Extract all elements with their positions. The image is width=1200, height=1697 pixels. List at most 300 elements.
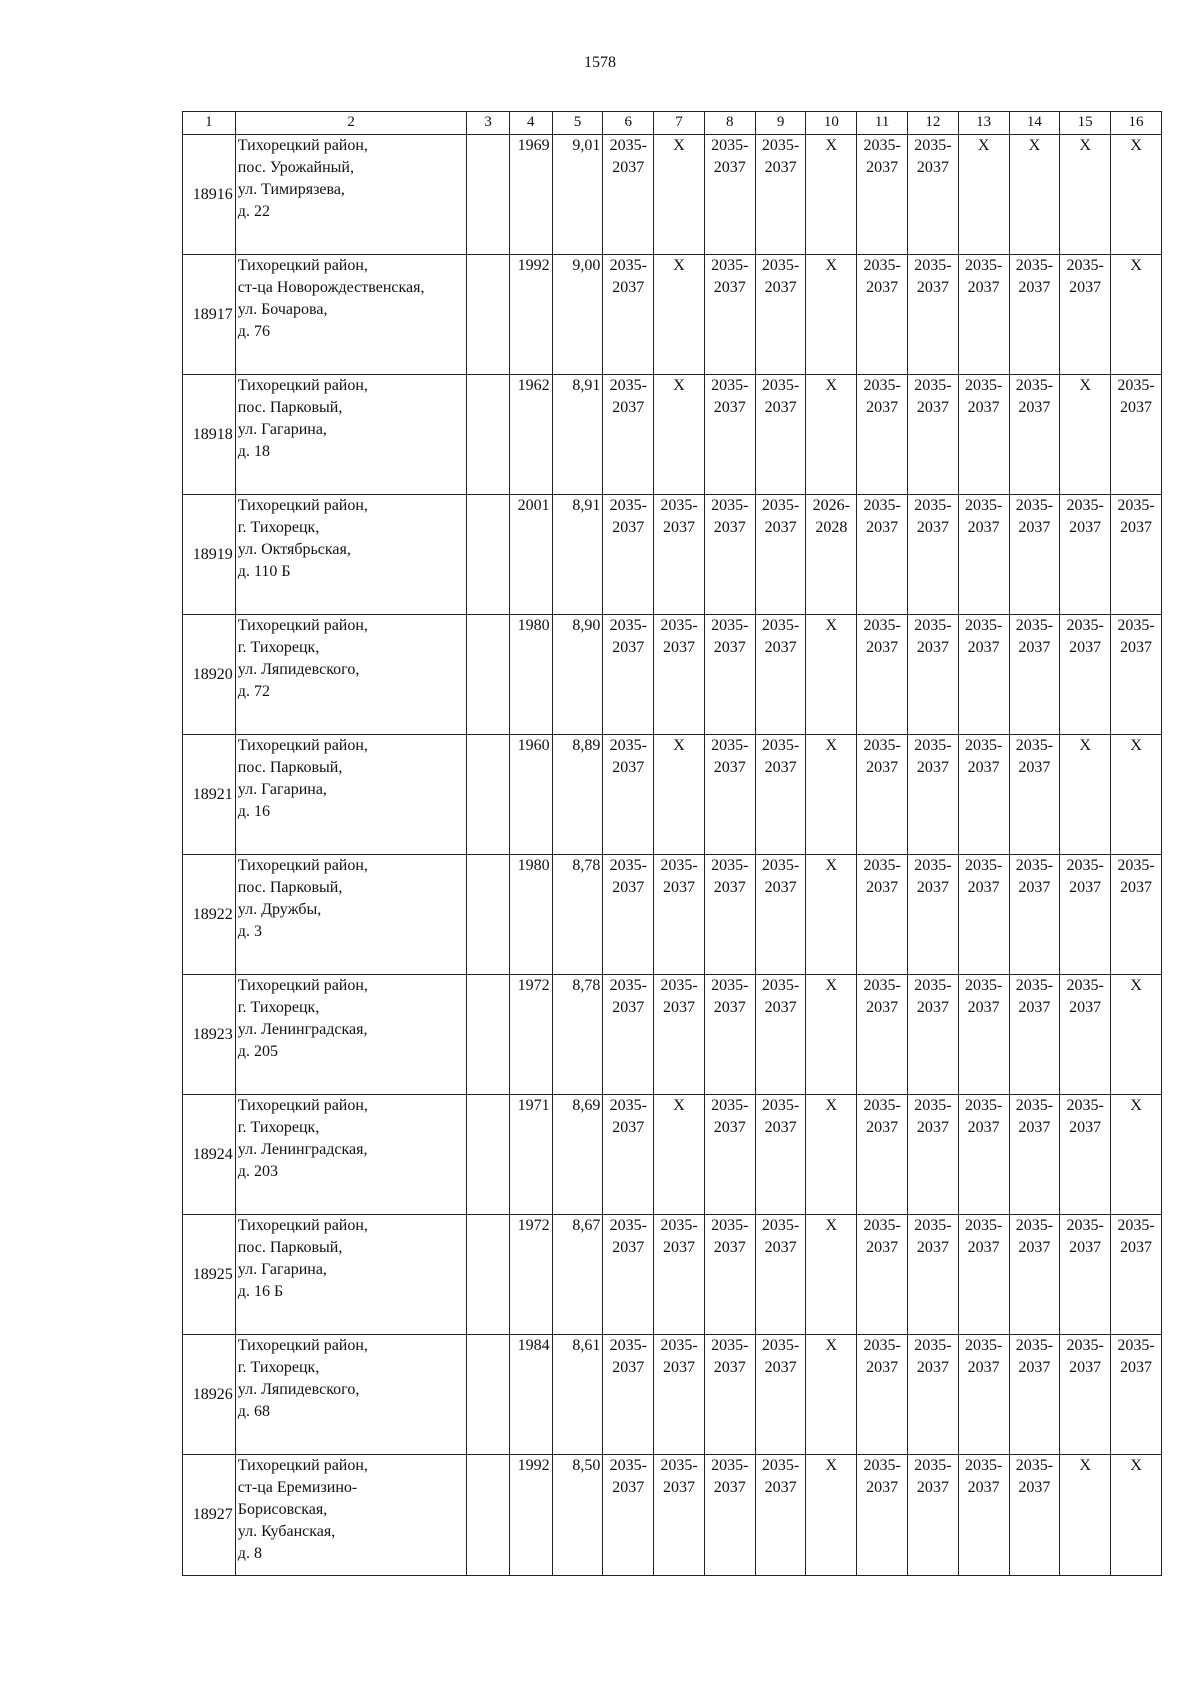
- address-cell: [235, 1095, 467, 1215]
- period-cell-6-line: 2035-: [609, 1097, 647, 1114]
- address-cell: [235, 855, 467, 975]
- period-cell-15-line: 2035-: [1066, 497, 1104, 514]
- value-cell: 8,67: [552, 1215, 603, 1335]
- period-cell-7-line: 2037: [663, 1239, 696, 1256]
- period-cell-11-line: 2037: [866, 519, 899, 536]
- period-cell-8-line: 2037: [713, 639, 746, 656]
- period-cell-11-line: 2037: [866, 1359, 899, 1376]
- address-cell-line: г. Тихорецк,: [237, 999, 320, 1016]
- period-cell-12-line: 2037: [916, 519, 949, 536]
- period-cell-16-line: 2035-: [1117, 617, 1155, 634]
- address-cell-line: д. 8: [237, 1545, 262, 1562]
- address-cell-line: Тихорецкий район,: [237, 1457, 368, 1474]
- period-cell-13-line: 2037: [967, 639, 1000, 656]
- address-cell: [235, 615, 467, 735]
- period-cell-8-line: 2035-: [711, 137, 749, 154]
- period-cell-13: [958, 495, 1009, 615]
- period-cell-15-line: 2035-: [1066, 977, 1104, 994]
- period-cell-8: [704, 375, 755, 495]
- period-cell-8-line: 2035-: [711, 1217, 749, 1234]
- period-cell-13: [958, 735, 1009, 855]
- period-cell-12-line: 2035-: [914, 857, 952, 874]
- period-cell-16: [1111, 855, 1162, 975]
- period-cell-8-line: 2035-: [711, 1097, 749, 1114]
- address-cell-line: г. Тихорецк,: [237, 1119, 320, 1136]
- period-cell-9-line: 2037: [764, 1359, 797, 1376]
- address-cell-line: ул. Дружбы,: [237, 901, 322, 918]
- period-cell-16-line: 2035-: [1117, 1337, 1155, 1354]
- period-cell-7: [654, 495, 705, 615]
- period-cell-12-line: 2035-: [914, 1217, 952, 1234]
- period-cell-9: [755, 615, 806, 735]
- period-cell-14-line: 2035-: [1015, 857, 1054, 874]
- period-cell-13-line: 2037: [967, 519, 1000, 536]
- period-cell-12-line: 2035-: [914, 377, 952, 394]
- period-cell-14: [1009, 1215, 1060, 1335]
- address-cell-line: ул. Бочарова,: [237, 301, 328, 318]
- table-row: [183, 495, 1162, 615]
- period-cell-7-line: 2035-: [660, 1337, 698, 1354]
- period-cell-7-line: Х: [673, 257, 685, 274]
- period-cell-16-line: 2037: [1120, 639, 1153, 656]
- period-cell-13-line: 2037: [967, 1479, 1000, 1496]
- period-cell-12: [907, 735, 958, 855]
- period-cell-8: [704, 975, 755, 1095]
- period-cell-14-line: 2035-: [1015, 737, 1054, 754]
- period-cell-7-line: 2037: [663, 519, 696, 536]
- period-cell-10: [806, 255, 857, 375]
- period-cell-8-line: 2037: [713, 1479, 746, 1496]
- row-number: 18927: [183, 1455, 236, 1576]
- value-cell: 9,00: [552, 255, 603, 375]
- period-cell-11-line: 2037: [866, 759, 899, 776]
- period-cell-15: [1060, 255, 1111, 375]
- period-cell-14: [1009, 1095, 1060, 1215]
- period-cell-16-line: 2035-: [1117, 377, 1155, 394]
- period-cell-11: [857, 855, 908, 975]
- period-cell-13: [958, 1335, 1009, 1455]
- period-cell-10: [806, 855, 857, 975]
- period-cell-8-line: 2037: [713, 519, 746, 536]
- period-cell-15-line: 2035-: [1066, 857, 1104, 874]
- period-cell-9-line: 2035-: [761, 857, 800, 874]
- period-cell-11: [857, 975, 908, 1095]
- period-cell-11-line: 2035-: [863, 137, 901, 154]
- address-cell-line: д. 16: [237, 803, 270, 820]
- col-3-cell: [467, 975, 510, 1095]
- period-cell-7-line: 2035-: [660, 1217, 698, 1234]
- period-cell-8-line: 2035-: [711, 257, 749, 274]
- period-cell-11-line: 2037: [866, 1119, 899, 1136]
- period-cell-7-line: 2037: [663, 639, 696, 656]
- period-cell-6: [603, 615, 654, 735]
- row-number: 18923: [183, 975, 236, 1095]
- address-cell-line: ул. Тимирязева,: [237, 181, 345, 198]
- period-cell-10: [806, 135, 857, 255]
- period-cell-13-line: 2035-: [964, 977, 1003, 994]
- period-cell-7: [654, 975, 705, 1095]
- period-cell-15-line: Х: [1079, 737, 1091, 754]
- period-cell-6: [603, 1455, 654, 1576]
- period-cell-8-line: 2037: [713, 1119, 746, 1136]
- period-cell-9: [755, 735, 806, 855]
- period-cell-6-line: 2037: [612, 159, 645, 176]
- address-cell: [235, 375, 467, 495]
- address-cell: [235, 255, 467, 375]
- address-cell-line: г. Тихорецк,: [237, 1359, 320, 1376]
- page-number: 1578: [584, 54, 616, 71]
- period-cell-14: [1009, 135, 1060, 255]
- period-cell-9: [755, 1095, 806, 1215]
- address-cell-line: Тихорецкий район,: [237, 1217, 368, 1234]
- address-cell-line: д. 18: [237, 443, 270, 460]
- period-cell-15: [1060, 615, 1111, 735]
- period-cell-10-line: Х: [825, 977, 838, 994]
- period-cell-14-line: 2035-: [1015, 1217, 1054, 1234]
- period-cell-9: [755, 495, 806, 615]
- period-cell-15-line: 2037: [1069, 1239, 1102, 1256]
- period-cell-7-line: Х: [673, 377, 685, 394]
- address-cell-line: ул. Ленинградская,: [237, 1021, 368, 1038]
- period-cell-6-line: 2035-: [609, 857, 647, 874]
- period-cell-6: [603, 735, 654, 855]
- period-cell-14-line: 2037: [1018, 879, 1051, 896]
- period-cell-12-line: 2035-: [914, 1097, 952, 1114]
- period-cell-8: [704, 735, 755, 855]
- period-cell-14-line: 2035-: [1015, 377, 1054, 394]
- period-cell-14: [1009, 1455, 1060, 1576]
- period-cell-11-line: 2035-: [863, 857, 901, 874]
- value-cell: 8,90: [552, 615, 603, 735]
- period-cell-12-line: 2035-: [914, 737, 952, 754]
- period-cell-16-line: 2037: [1120, 519, 1153, 536]
- table-row: [183, 255, 1162, 375]
- period-cell-9: [755, 1455, 806, 1576]
- address-cell-line: ул. Гагарина,: [237, 1261, 327, 1278]
- period-cell-9-line: 2035-: [761, 377, 800, 394]
- period-cell-9-line: 2035-: [761, 977, 800, 994]
- period-cell-9-line: 2037: [764, 639, 797, 656]
- year-cell: 1992: [509, 1455, 552, 1576]
- period-cell-11-line: 2035-: [863, 377, 901, 394]
- period-cell-9: [755, 135, 806, 255]
- address-cell: [235, 735, 467, 855]
- period-cell-6-line: 2037: [612, 1119, 645, 1136]
- year-cell: 2001: [509, 495, 552, 615]
- period-cell-14-line: 2035-: [1015, 977, 1054, 994]
- period-cell-7: [654, 735, 705, 855]
- period-cell-15: [1060, 1335, 1111, 1455]
- address-cell-line: Тихорецкий район,: [237, 497, 368, 514]
- period-cell-14-line: 2035-: [1015, 617, 1054, 634]
- value-cell: 8,89: [552, 735, 603, 855]
- period-cell-10-line: Х: [825, 1337, 838, 1354]
- period-cell-6-line: 2037: [612, 279, 645, 296]
- period-cell-8: [704, 1335, 755, 1455]
- address-cell-line: д. 76: [237, 323, 270, 340]
- period-cell-9-line: 2035-: [761, 1097, 800, 1114]
- period-cell-7-line: 2037: [663, 1479, 696, 1496]
- period-cell-16-line: 2037: [1120, 399, 1153, 416]
- period-cell-6: [603, 375, 654, 495]
- address-cell-line: Тихорецкий район,: [237, 257, 368, 274]
- column-header-13: 13: [958, 112, 1009, 135]
- period-cell-16: [1111, 1455, 1162, 1576]
- period-cell-11: [857, 135, 908, 255]
- value-cell: 8,91: [552, 375, 603, 495]
- period-cell-14-line: 2037: [1018, 519, 1051, 536]
- period-cell-11-line: 2037: [866, 159, 899, 176]
- period-cell-11-line: 2037: [866, 639, 899, 656]
- period-cell-9-line: 2035-: [761, 257, 800, 274]
- period-cell-15: [1060, 1215, 1111, 1335]
- period-cell-13-line: 2035-: [964, 737, 1003, 754]
- period-cell-8-line: 2037: [713, 399, 746, 416]
- period-cell-13: [958, 375, 1009, 495]
- period-cell-11: [857, 1455, 908, 1576]
- period-cell-6: [603, 1215, 654, 1335]
- year-cell: 1992: [509, 255, 552, 375]
- period-cell-12-line: 2037: [916, 1359, 949, 1376]
- period-cell-9-line: 2037: [764, 999, 797, 1016]
- period-cell-13-line: 2035-: [964, 1217, 1003, 1234]
- column-header-12: 12: [907, 112, 958, 135]
- period-cell-11-line: 2035-: [863, 1337, 901, 1354]
- period-cell-13-line: 2035-: [964, 617, 1003, 634]
- period-cell-16: [1111, 255, 1162, 375]
- period-cell-6-line: 2037: [612, 639, 645, 656]
- period-cell-12: [907, 375, 958, 495]
- period-cell-16-line: 2035-: [1117, 857, 1155, 874]
- period-cell-12: [907, 495, 958, 615]
- period-cell-10-line: Х: [825, 737, 838, 754]
- address-cell-line: д. 203: [237, 1163, 278, 1180]
- period-cell-14-line: 2037: [1018, 1479, 1051, 1496]
- period-cell-8-line: 2035-: [711, 737, 749, 754]
- period-cell-9-line: 2037: [764, 1119, 797, 1136]
- period-cell-7: [654, 1335, 705, 1455]
- address-cell-line: д. 22: [237, 203, 270, 220]
- period-cell-10: [806, 975, 857, 1095]
- address-cell-line: ул. Ленинградская,: [237, 1141, 368, 1158]
- period-cell-7: [654, 1215, 705, 1335]
- column-header-6: 6: [603, 112, 654, 135]
- column-header-15: 15: [1060, 112, 1111, 135]
- period-cell-14-line: 2037: [1018, 279, 1051, 296]
- period-cell-16-line: 2037: [1120, 879, 1153, 896]
- period-cell-14: [1009, 615, 1060, 735]
- period-cell-11: [857, 375, 908, 495]
- period-cell-9-line: 2037: [764, 1479, 797, 1496]
- period-cell-12-line: 2035-: [914, 257, 952, 274]
- period-cell-9: [755, 855, 806, 975]
- period-cell-12-line: 2037: [916, 1119, 949, 1136]
- value-cell: 8,78: [552, 975, 603, 1095]
- period-cell-8-line: 2037: [713, 879, 746, 896]
- period-cell-11-line: 2037: [866, 1479, 899, 1496]
- period-cell-10-line: Х: [825, 1457, 838, 1474]
- period-cell-10-line: 2026-: [812, 497, 850, 514]
- value-cell: 8,78: [552, 855, 603, 975]
- col-3-cell: [467, 255, 510, 375]
- period-cell-16: [1111, 495, 1162, 615]
- period-cell-14: [1009, 495, 1060, 615]
- period-cell-16: [1111, 135, 1162, 255]
- period-cell-12: [907, 855, 958, 975]
- period-cell-13: [958, 615, 1009, 735]
- address-cell-line: ул. Ляпидевского,: [237, 661, 360, 678]
- period-cell-6-line: 2035-: [609, 1217, 647, 1234]
- period-cell-12: [907, 1215, 958, 1335]
- period-cell-8: [704, 135, 755, 255]
- period-cell-16-line: Х: [1130, 977, 1142, 994]
- period-cell-10-line: Х: [825, 1217, 838, 1234]
- year-cell: 1960: [509, 735, 552, 855]
- column-header-7: 7: [654, 112, 705, 135]
- period-cell-15: [1060, 495, 1111, 615]
- period-cell-13: [958, 1095, 1009, 1215]
- row-number: 18926: [183, 1335, 236, 1455]
- period-cell-10-line: Х: [825, 617, 838, 634]
- period-cell-15: [1060, 375, 1111, 495]
- period-cell-10: [806, 375, 857, 495]
- year-cell: 1971: [509, 1095, 552, 1215]
- address-cell-line: ул. Гагарина,: [237, 781, 327, 798]
- period-cell-10-line: 2028: [815, 519, 848, 536]
- year-cell: 1980: [509, 615, 552, 735]
- column-header-5: 5: [552, 112, 603, 135]
- period-cell-15: [1060, 1095, 1111, 1215]
- period-cell-13: [958, 1455, 1009, 1576]
- period-cell-7-line: 2037: [663, 999, 696, 1016]
- period-cell-15-line: 2037: [1069, 1359, 1102, 1376]
- table-row: [183, 1215, 1162, 1335]
- period-cell-8-line: 2035-: [711, 377, 749, 394]
- address-cell-line: Тихорецкий район,: [237, 737, 368, 754]
- col-3-cell: [467, 735, 510, 855]
- period-cell-16: [1111, 1335, 1162, 1455]
- period-cell-6: [603, 855, 654, 975]
- period-cell-11-line: 2037: [866, 399, 899, 416]
- period-cell-8-line: 2037: [713, 999, 746, 1016]
- address-cell: [235, 495, 467, 615]
- address-cell-line: ул. Ляпидевского,: [237, 1381, 360, 1398]
- period-cell-9-line: 2035-: [761, 137, 800, 154]
- col-3-cell: [467, 1215, 510, 1335]
- period-cell-13-line: 2035-: [964, 1457, 1003, 1474]
- col-3-cell: [467, 495, 510, 615]
- period-cell-6-line: 2037: [612, 399, 645, 416]
- column-header-2: 2: [235, 112, 467, 135]
- period-cell-14-line: 2035-: [1015, 1097, 1054, 1114]
- col-3-cell: [467, 375, 510, 495]
- period-cell-6-line: 2035-: [609, 257, 647, 274]
- period-cell-16: [1111, 735, 1162, 855]
- period-cell-11-line: 2037: [866, 879, 899, 896]
- table-row: [183, 975, 1162, 1095]
- period-cell-16-line: 2037: [1120, 1359, 1153, 1376]
- row-number: 18924: [183, 1095, 236, 1215]
- period-cell-13-line: 2035-: [964, 497, 1003, 514]
- period-cell-9-line: 2037: [764, 1239, 797, 1256]
- address-cell-line: г. Тихорецк,: [237, 519, 320, 536]
- period-cell-13-line: 2035-: [964, 1097, 1003, 1114]
- period-cell-13-line: 2035-: [964, 377, 1003, 394]
- period-cell-9-line: 2037: [764, 159, 797, 176]
- period-cell-16-line: Х: [1130, 737, 1142, 754]
- period-cell-8-line: 2037: [713, 1359, 746, 1376]
- period-cell-9-line: 2035-: [761, 1217, 800, 1234]
- period-cell-10: [806, 1455, 857, 1576]
- period-cell-16: [1111, 615, 1162, 735]
- period-cell-13-line: 2035-: [964, 1337, 1003, 1354]
- period-cell-13: [958, 255, 1009, 375]
- period-cell-14-line: Х: [1028, 137, 1041, 154]
- period-cell-11: [857, 255, 908, 375]
- address-cell-line: Тихорецкий район,: [237, 377, 368, 394]
- period-cell-8-line: 2037: [713, 159, 746, 176]
- period-cell-12-line: 2037: [916, 279, 949, 296]
- period-cell-6-line: 2035-: [609, 617, 647, 634]
- period-cell-6: [603, 255, 654, 375]
- period-cell-15-line: 2037: [1069, 519, 1102, 536]
- year-cell: 1969: [509, 135, 552, 255]
- period-cell-7-line: 2035-: [660, 857, 698, 874]
- period-cell-14: [1009, 975, 1060, 1095]
- value-cell: 8,61: [552, 1335, 603, 1455]
- period-cell-7: [654, 615, 705, 735]
- row-number: 18916: [183, 135, 236, 255]
- address-cell: [235, 135, 467, 255]
- address-cell-line: пос. Парковый,: [237, 1239, 343, 1256]
- period-cell-7-line: Х: [673, 137, 685, 154]
- period-cell-11-line: 2035-: [863, 497, 901, 514]
- address-cell-line: д. 72: [237, 683, 270, 700]
- period-cell-11: [857, 615, 908, 735]
- period-cell-15-line: 2037: [1069, 639, 1102, 656]
- period-cell-13: [958, 135, 1009, 255]
- address-cell-line: Тихорецкий район,: [237, 857, 368, 874]
- col-3-cell: [467, 1335, 510, 1455]
- period-cell-13-line: 2037: [967, 279, 1000, 296]
- period-cell-7: [654, 855, 705, 975]
- period-cell-12: [907, 615, 958, 735]
- period-cell-7: [654, 1095, 705, 1215]
- period-cell-13: [958, 1215, 1009, 1335]
- period-cell-11-line: 2035-: [863, 257, 901, 274]
- col-3-cell: [467, 1095, 510, 1215]
- period-cell-15-line: Х: [1079, 377, 1091, 394]
- period-cell-15-line: 2037: [1069, 1119, 1102, 1136]
- column-header-11: 11: [857, 112, 908, 135]
- address-cell-line: г. Тихорецк,: [237, 639, 320, 656]
- period-cell-15: [1060, 975, 1111, 1095]
- period-cell-8: [704, 495, 755, 615]
- period-cell-11-line: 2035-: [863, 737, 901, 754]
- period-cell-8: [704, 855, 755, 975]
- period-cell-14: [1009, 855, 1060, 975]
- period-cell-16: [1111, 1095, 1162, 1215]
- period-cell-11-line: 2035-: [863, 1097, 901, 1114]
- period-cell-10-line: Х: [825, 377, 838, 394]
- period-cell-16: [1111, 975, 1162, 1095]
- period-cell-8-line: 2037: [713, 279, 746, 296]
- address-cell-line: пос. Урожайный,: [237, 159, 354, 176]
- period-cell-10-line: Х: [825, 257, 838, 274]
- period-cell-8-line: 2035-: [711, 497, 749, 514]
- period-cell-10: [806, 615, 857, 735]
- period-cell-12-line: 2037: [916, 159, 949, 176]
